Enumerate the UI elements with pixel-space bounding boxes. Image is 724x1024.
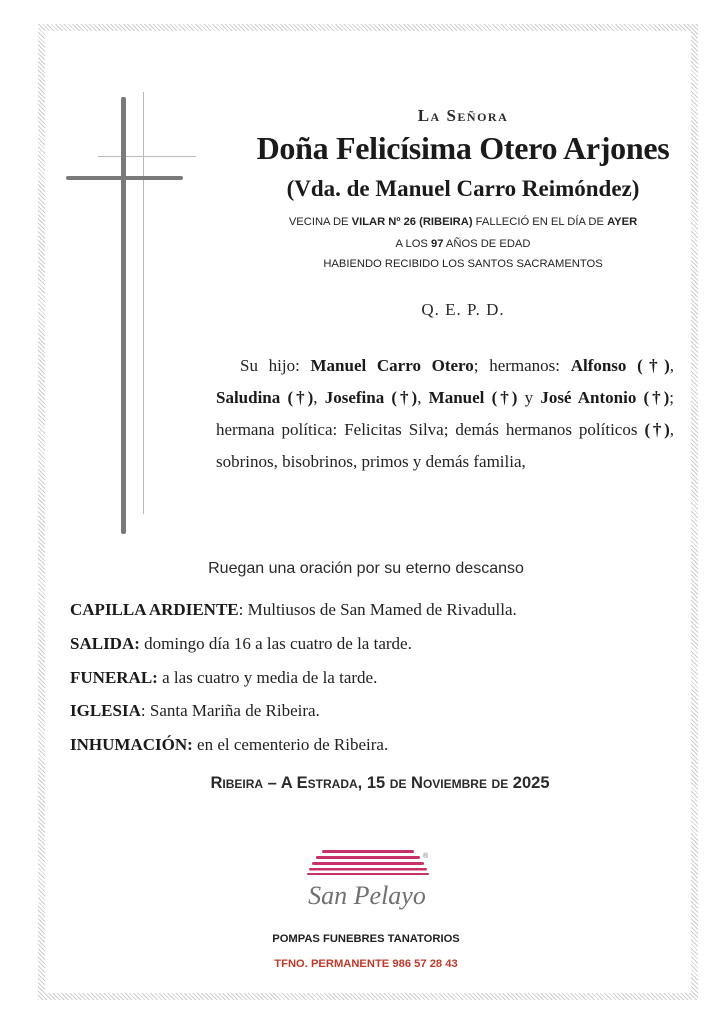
san-pelayo-logo [292,846,442,920]
prayer-request: Ruegan una oración por su eterno descanso [208,560,524,577]
family-paragraph [216,350,674,478]
age-suffix: AÑOS DE EDAD [443,238,531,250]
residence-middle: FALLECIÓ EN EL DÍA DE [472,216,608,228]
detail-sep: : [140,701,146,720]
family-text: ; hermanos: [473,356,571,375]
funeral-home-services: POMPAS FUNEBRES TANATORIOS [272,933,460,945]
family-text: Su hijo: [240,356,311,375]
cross-shadow-horizontal [98,156,196,157]
detail-text: Santa Mariña de Ribeira. [145,701,320,720]
detail-text: Multiusos de San Mamed de Rivadulla. [243,600,517,619]
family-sibling: Manuel (†) [428,388,518,407]
detail-line-funeral [70,668,690,688]
detail-line-salida [70,634,690,654]
detail-line-capilla [70,600,690,620]
logo-wordmark: San Pelayo [308,881,426,910]
age-line [200,238,724,250]
age-prefix: A LOS [395,238,431,250]
family-son: Manuel Carro Otero [310,356,474,375]
cross-horizontal-bar [66,176,183,180]
detail-text: a las cuatro y media de la tarde. [157,668,378,687]
age-years: 97 [430,238,444,250]
family-sibling: José Antonio (†) [540,388,670,407]
detail-sep: : [238,600,244,619]
detail-label: INHUMACIÓN: [70,735,193,754]
detail-line-iglesia [70,701,690,721]
detail-label: SALIDA: [70,634,140,653]
detail-text: domingo día 16 a las cuatro de la tarde. [139,634,412,653]
detail-line-inhumacion [70,735,690,755]
rip-line: Q. E. P. D. [421,300,505,319]
title-small: La Señora [417,106,509,125]
family-sibling: Josefina (†) [324,388,418,407]
logo-sunrise-icon [307,850,429,875]
family-text: , sobrinos, bisobrinos, primos y demás familia, [216,420,674,471]
detail-label: IGLESIA [70,701,141,720]
detail-text: en el cementerio de Ribeira. [192,735,389,754]
sacraments-line: HABIENDO RECIBIDO LOS SANTOS SACRAMENTOS [323,258,603,270]
family-text: y [517,388,541,407]
residence-place: VILAR Nº 26 (RIBEIRA) [351,216,473,228]
detail-label: CAPILLA ARDIENTE [70,600,239,619]
residence-day: AYER [607,216,638,228]
family-text: ; hermana política: Felicitas Silva; demás hermanos políticos [216,388,675,439]
residence-line [200,216,724,228]
family-sibling: Alfonso (†) [570,356,670,375]
funeral-home-phone: TFNO. PERMANENTE 986 57 28 43 [274,958,458,970]
residence-prefix: VECINA DE [288,216,352,228]
date-line: Ribeira – A Estrada, 15 de Noviembre de 2025 [210,774,550,792]
cross-vertical-bar [121,97,126,534]
family-text: , [313,388,325,407]
widow-line: (Vda. de Manuel Carro Reimóndez) [286,176,640,201]
family-text: , [417,388,429,407]
family-sibling: Saludina (†) [216,388,314,407]
family-text: , [669,356,675,375]
registered-mark: ® [423,853,429,860]
family-cross-mark: (†) [644,420,670,439]
detail-label: FUNERAL: [70,668,158,687]
deceased-name: Doña Felicísima Otero Arjones [256,130,670,166]
